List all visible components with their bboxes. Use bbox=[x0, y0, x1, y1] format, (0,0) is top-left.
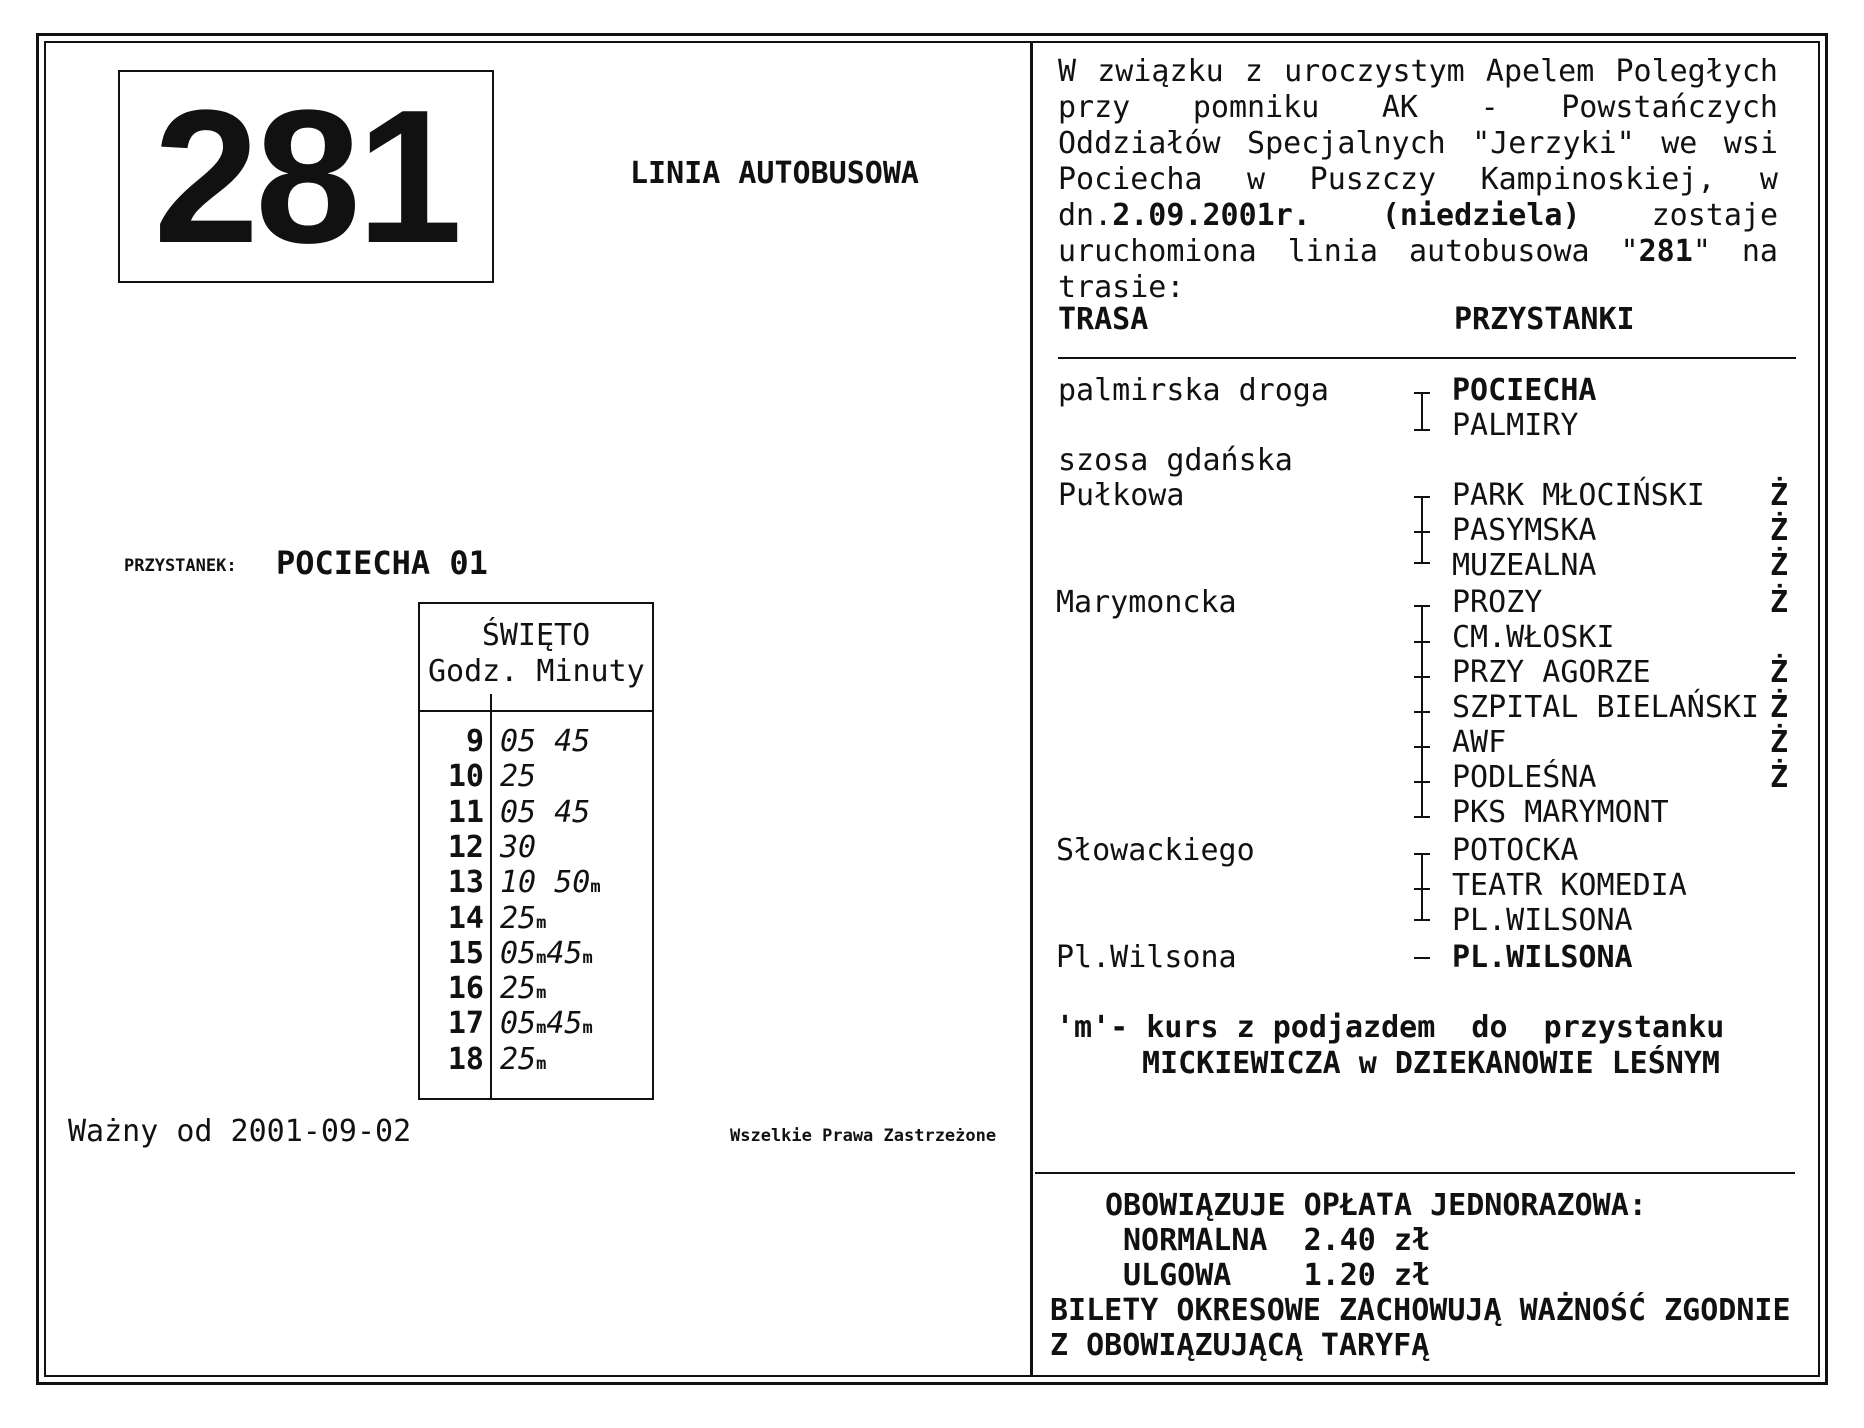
stop-name: POCIECHA 01 bbox=[276, 544, 488, 582]
departure-minute: 05 bbox=[500, 724, 537, 759]
route-stop: POCIECHA bbox=[1452, 373, 1597, 408]
route-street: palmirska droga bbox=[1058, 373, 1329, 408]
departure-flag: m bbox=[536, 983, 547, 1004]
route-stop: PALMIRY bbox=[1452, 408, 1579, 443]
departure-minute: 05 bbox=[500, 935, 537, 971]
departure-minute: 10 bbox=[500, 865, 537, 901]
timetable-row bbox=[420, 795, 652, 830]
departure-minute: 25 bbox=[500, 971, 537, 1007]
on-request-marker: Ż bbox=[1770, 478, 1789, 513]
line-number-box bbox=[118, 70, 494, 283]
timetable-minutes bbox=[500, 865, 601, 900]
on-request-marker: Ż bbox=[1770, 655, 1789, 690]
route-street: szosa gdańska bbox=[1058, 443, 1293, 478]
route-stop: MUZEALNA bbox=[1452, 548, 1597, 583]
fare-title: OBOWIĄZUJE OPŁATA JEDNORAZOWA: bbox=[1105, 1188, 1647, 1223]
timetable-minutes bbox=[500, 724, 590, 759]
route-stop: PKS MARYMONT bbox=[1452, 795, 1669, 830]
timetable-hour: 17 bbox=[447, 1006, 484, 1042]
on-request-marker: Ż bbox=[1770, 760, 1789, 795]
timetable-hour: 11 bbox=[447, 794, 484, 830]
timetable-row bbox=[420, 901, 652, 936]
route-stop: TEATR KOMEDIA bbox=[1452, 868, 1687, 903]
departure-minute: 45 bbox=[554, 794, 591, 830]
timetable-minutes bbox=[500, 971, 546, 1006]
timetable-row bbox=[420, 830, 652, 865]
route-stop: CM.WŁOSKI bbox=[1452, 620, 1615, 655]
departure-flag: m bbox=[582, 1018, 593, 1039]
on-request-marker: Ż bbox=[1770, 690, 1789, 725]
fare-reduced-price: 1.20 zł bbox=[1303, 1258, 1431, 1293]
timetable-minutes bbox=[500, 1042, 546, 1077]
departure-minute: 05 bbox=[500, 794, 537, 830]
fare-reduced-label: ULGOWA bbox=[1123, 1258, 1232, 1293]
timetable-minutes bbox=[500, 1006, 593, 1041]
timetable-header-rule bbox=[420, 710, 652, 712]
route-stop: AWF bbox=[1452, 725, 1507, 760]
timetable-hour: 12 bbox=[447, 829, 484, 865]
departure-minute: 30 bbox=[500, 829, 537, 865]
on-request-marker: Ż bbox=[1770, 725, 1789, 760]
timetable-minutes bbox=[500, 795, 590, 830]
fare-info bbox=[1050, 1188, 1791, 1363]
footnote-line: MICKIEWICZA w DZIEKANOWIE LEŚNYM bbox=[1142, 1046, 1720, 1081]
announcement-part: W związku z uroczystym Apelem Poległych przy pomniku AK - Powstańczych Oddziałów Specjalnych "Jerzyki" we wsi Pociecha w Puszczy Kampinoskiej, w dn. bbox=[1058, 54, 1778, 233]
footnote-line: 'm'- kurs z podjazdem do przystanku bbox=[1056, 1010, 1725, 1045]
fare-normal-label: NORMALNA bbox=[1123, 1223, 1268, 1258]
timetable-minutes bbox=[500, 901, 546, 936]
line-number: 281 bbox=[153, 70, 459, 283]
route-stop: PODLEŚNA bbox=[1452, 760, 1597, 795]
departure-flag: m bbox=[536, 1053, 547, 1074]
announcement-part: " na trasie: bbox=[1058, 234, 1778, 305]
departure-minute: 45 bbox=[546, 1006, 583, 1042]
departure-flag: m bbox=[590, 877, 601, 898]
rights-notice: Wszelkie Prawa Zastrzeżone bbox=[730, 1126, 997, 1146]
header-rule bbox=[1058, 357, 1796, 359]
departure-flag: m bbox=[536, 947, 547, 968]
on-request-marker: Ż bbox=[1770, 513, 1789, 548]
line-title: LINIA AUTOBUSOWA bbox=[630, 156, 919, 191]
timetable-row bbox=[420, 936, 652, 971]
timetable-header bbox=[428, 654, 645, 689]
departure-flag: m bbox=[536, 912, 547, 933]
timetable-row bbox=[420, 865, 652, 900]
route-street: Marymoncka bbox=[1056, 585, 1237, 620]
timetable-day: ŚWIĘTO bbox=[481, 618, 591, 653]
on-request-marker: Ż bbox=[1770, 585, 1789, 620]
stops-column-header: PRZYSTANKI bbox=[1454, 302, 1635, 337]
departure-minute: 25 bbox=[500, 759, 537, 795]
timetable-minutes bbox=[500, 936, 593, 971]
route-street: Pułkowa bbox=[1058, 478, 1185, 513]
departure-flag: m bbox=[536, 1018, 547, 1039]
column-divider bbox=[1030, 41, 1033, 1377]
route-stop: PARK MŁOCIŃSKI bbox=[1452, 478, 1705, 513]
route-stop: POTOCKA bbox=[1452, 833, 1579, 868]
timetable-row bbox=[420, 759, 652, 794]
announcement-text bbox=[1058, 54, 1778, 306]
fare-normal-row bbox=[1050, 1223, 1791, 1258]
route-stop: SZPITAL BIELAŃSKI bbox=[1452, 690, 1760, 725]
hour-header: Godz. bbox=[428, 654, 519, 689]
timetable-hour: 16 bbox=[447, 971, 484, 1007]
departure-minute: 50 bbox=[554, 865, 591, 901]
departure-minute: 45 bbox=[546, 935, 583, 971]
timetable-minutes bbox=[500, 759, 536, 794]
fare-rule bbox=[1035, 1172, 1795, 1174]
timetable-hour: 18 bbox=[447, 1041, 484, 1077]
timetable-row bbox=[420, 724, 652, 759]
announcement-line: 281 bbox=[1638, 234, 1693, 269]
route-stop: PL.WILSONA bbox=[1452, 903, 1633, 938]
fare-line: BILETY OKRESOWE ZACHOWUJĄ WAŻNOŚĆ ZGODNIE bbox=[1050, 1293, 1791, 1328]
timetable-hour: 14 bbox=[447, 900, 484, 936]
footnote bbox=[1056, 1010, 1724, 1082]
route-column-header: TRASA bbox=[1058, 302, 1149, 337]
timetable-hour: 9 bbox=[465, 724, 484, 759]
route-stop: PRZY AGORZE bbox=[1452, 655, 1651, 690]
fare-reduced-row bbox=[1050, 1258, 1791, 1293]
route-stop: PROZY bbox=[1452, 585, 1543, 620]
timetable-row bbox=[420, 1006, 652, 1041]
route-stop: PL.WILSONA bbox=[1452, 940, 1633, 975]
departure-minute: 45 bbox=[554, 724, 591, 759]
announcement-part: zostaje uruchomiona linia autobusowa " bbox=[1058, 198, 1778, 269]
fare-normal-price: 2.40 zł bbox=[1303, 1223, 1431, 1258]
route-connector-lines bbox=[1400, 360, 1460, 970]
departure-minute: 05 bbox=[500, 1006, 537, 1042]
timetable-hour: 15 bbox=[447, 935, 484, 971]
stop-label: PRZYSTANEK: bbox=[124, 556, 237, 576]
timetable-minutes bbox=[500, 830, 536, 865]
timetable-hour: 10 bbox=[447, 759, 484, 795]
minutes-header: Minuty bbox=[536, 654, 645, 689]
route-stop: PASYMSKA bbox=[1452, 513, 1597, 548]
route-street: Słowackiego bbox=[1056, 833, 1255, 868]
timetable-hour: 13 bbox=[447, 865, 484, 901]
on-request-marker: Ż bbox=[1770, 548, 1789, 583]
departure-minute: 25 bbox=[500, 1041, 537, 1077]
departure-flag: m bbox=[582, 947, 593, 968]
announcement-date: 2.09.2001r. (niedziela) bbox=[1112, 198, 1581, 233]
timetable bbox=[418, 602, 654, 1100]
timetable-row bbox=[420, 971, 652, 1006]
departure-minute: 25 bbox=[500, 900, 537, 936]
timetable-row bbox=[420, 1042, 652, 1077]
route-street: Pl.Wilsona bbox=[1056, 940, 1237, 975]
valid-from: Ważny od 2001-09-02 bbox=[68, 1114, 412, 1149]
fare-line: Z OBOWIĄZUJĄCĄ TARYFĄ bbox=[1050, 1328, 1430, 1363]
